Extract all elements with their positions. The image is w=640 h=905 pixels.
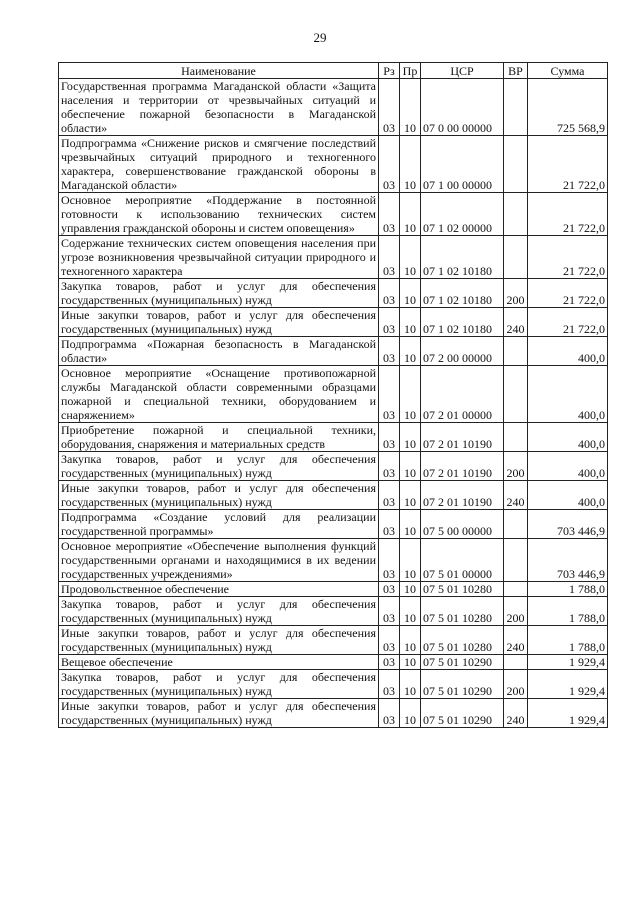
cell-rz: 03 [379, 582, 400, 597]
cell-sum: 1 788,0 [528, 626, 608, 655]
cell-vr [504, 539, 528, 582]
cell-csr: 07 5 01 10290 [421, 655, 504, 670]
cell-rz: 03 [379, 308, 400, 337]
cell-sum: 1 788,0 [528, 582, 608, 597]
cell-name: Подпрограмма «Пожарная безопасность в Магаданской области» [59, 337, 379, 366]
cell-name: Закупка товаров, работ и услуг для обеспечения государственных (муниципальных) нужд [59, 670, 379, 699]
table-row [59, 79, 608, 136]
table-body [59, 79, 608, 728]
column-header-name: Наименование [59, 63, 379, 79]
cell-pr: 10 [400, 136, 421, 193]
cell-pr: 10 [400, 597, 421, 626]
column-header-pr: Пр [400, 63, 421, 79]
cell-vr [504, 582, 528, 597]
table-row [59, 510, 608, 539]
cell-vr [504, 423, 528, 452]
column-header-csr: ЦСР [421, 63, 504, 79]
cell-sum: 21 722,0 [528, 136, 608, 193]
cell-sum: 1 929,4 [528, 670, 608, 699]
cell-rz: 03 [379, 539, 400, 582]
cell-vr: 240 [504, 481, 528, 510]
table-row [59, 626, 608, 655]
cell-csr: 07 1 02 10180 [421, 308, 504, 337]
cell-csr: 07 5 01 10290 [421, 670, 504, 699]
cell-rz: 03 [379, 626, 400, 655]
table-header-row [59, 63, 608, 79]
cell-pr: 10 [400, 279, 421, 308]
cell-vr [504, 655, 528, 670]
cell-vr [504, 366, 528, 423]
page-number: 29 [313, 30, 327, 45]
cell-rz: 03 [379, 193, 400, 236]
table-row [59, 452, 608, 481]
cell-rz: 03 [379, 279, 400, 308]
cell-pr: 10 [400, 452, 421, 481]
table-row [59, 670, 608, 699]
budget-table [58, 62, 608, 728]
cell-sum: 400,0 [528, 337, 608, 366]
cell-csr: 07 5 00 00000 [421, 510, 504, 539]
cell-pr: 10 [400, 582, 421, 597]
cell-name: Подпрограмма «Снижение рисков и смягчение последствий чрезвычайных ситуаций природного и техногенного характера, совершенствование гражданской обороны в Магаданской области» [59, 136, 379, 193]
cell-csr: 07 2 01 10190 [421, 481, 504, 510]
table-row [59, 308, 608, 337]
cell-pr: 10 [400, 236, 421, 279]
cell-vr: 240 [504, 626, 528, 655]
cell-sum: 21 722,0 [528, 236, 608, 279]
cell-pr: 10 [400, 481, 421, 510]
cell-rz: 03 [379, 655, 400, 670]
cell-rz: 03 [379, 337, 400, 366]
cell-sum: 21 722,0 [528, 308, 608, 337]
table-row [59, 136, 608, 193]
cell-sum: 1 929,4 [528, 699, 608, 728]
cell-sum: 1 788,0 [528, 597, 608, 626]
cell-pr: 10 [400, 655, 421, 670]
cell-vr: 200 [504, 452, 528, 481]
cell-vr [504, 236, 528, 279]
cell-name: Государственная программа Магаданской области «Защита населения и территории от чрезвычайных ситуаций и обеспечение пожарной безопасности в Магаданской области» [59, 79, 379, 136]
cell-rz: 03 [379, 597, 400, 626]
cell-name: Закупка товаров, работ и услуг для обеспечения государственных (муниципальных) нужд [59, 597, 379, 626]
column-header-rz: Рз [379, 63, 400, 79]
cell-name: Закупка товаров, работ и услуг для обеспечения государственных (муниципальных) нужд [59, 452, 379, 481]
table-row [59, 597, 608, 626]
cell-csr: 07 2 01 00000 [421, 366, 504, 423]
cell-name: Вещевое обеспечение [59, 655, 379, 670]
cell-name: Содержание технических систем оповещения населения при угрозе возникновения чрезвычайной ситуации природного и техногенного характера [59, 236, 379, 279]
table-row [59, 699, 608, 728]
cell-csr: 07 1 02 10180 [421, 236, 504, 279]
cell-rz: 03 [379, 366, 400, 423]
cell-vr: 200 [504, 597, 528, 626]
cell-sum: 1 929,4 [528, 655, 608, 670]
cell-vr: 200 [504, 670, 528, 699]
cell-csr: 07 0 00 00000 [421, 79, 504, 136]
cell-pr: 10 [400, 423, 421, 452]
table-row [59, 582, 608, 597]
column-header-vr: ВР [504, 63, 528, 79]
table-row [59, 655, 608, 670]
cell-csr: 07 2 01 10190 [421, 423, 504, 452]
cell-rz: 03 [379, 136, 400, 193]
cell-sum: 400,0 [528, 481, 608, 510]
cell-pr: 10 [400, 337, 421, 366]
cell-sum: 400,0 [528, 452, 608, 481]
cell-vr: 200 [504, 279, 528, 308]
column-header-sum: Сумма [528, 63, 608, 79]
cell-pr: 10 [400, 79, 421, 136]
cell-pr: 10 [400, 366, 421, 423]
table-row [59, 481, 608, 510]
cell-vr [504, 136, 528, 193]
cell-pr: 10 [400, 193, 421, 236]
cell-csr: 07 5 01 10280 [421, 582, 504, 597]
cell-rz: 03 [379, 481, 400, 510]
cell-csr: 07 5 01 00000 [421, 539, 504, 582]
cell-csr: 07 2 00 00000 [421, 337, 504, 366]
cell-vr [504, 510, 528, 539]
table-row [59, 236, 608, 279]
cell-name: Подпрограмма «Создание условий для реализации государственной программы» [59, 510, 379, 539]
cell-rz: 03 [379, 670, 400, 699]
cell-name: Основное мероприятие «Поддержание в постоянной готовности к использованию технических систем управления гражданской обороны и систем оповещения» [59, 193, 379, 236]
cell-vr: 240 [504, 308, 528, 337]
cell-name: Основное мероприятие «Обеспечение выполнения функций государственными органами и находящимися в их ведении государственных учреждениями» [59, 539, 379, 582]
cell-name: Иные закупки товаров, работ и услуг для обеспечения государственных (муниципальных) нужд [59, 308, 379, 337]
table-row [59, 539, 608, 582]
cell-csr: 07 5 01 10290 [421, 699, 504, 728]
cell-rz: 03 [379, 699, 400, 728]
cell-sum: 400,0 [528, 366, 608, 423]
table-row [59, 423, 608, 452]
cell-name: Иные закупки товаров, работ и услуг для обеспечения государственных (муниципальных) нужд [59, 626, 379, 655]
cell-rz: 03 [379, 423, 400, 452]
cell-sum: 703 446,9 [528, 539, 608, 582]
cell-rz: 03 [379, 236, 400, 279]
cell-sum: 725 568,9 [528, 79, 608, 136]
cell-csr: 07 1 02 10180 [421, 279, 504, 308]
cell-rz: 03 [379, 510, 400, 539]
cell-vr [504, 193, 528, 236]
cell-name: Продовольственное обеспечение [59, 582, 379, 597]
cell-rz: 03 [379, 79, 400, 136]
cell-name: Закупка товаров, работ и услуг для обеспечения государственных (муниципальных) нужд [59, 279, 379, 308]
cell-pr: 10 [400, 510, 421, 539]
cell-pr: 10 [400, 308, 421, 337]
cell-vr [504, 337, 528, 366]
cell-pr: 10 [400, 626, 421, 655]
cell-pr: 10 [400, 539, 421, 582]
cell-name: Иные закупки товаров, работ и услуг для обеспечения государственных (муниципальных) нужд [59, 481, 379, 510]
cell-sum: 21 722,0 [528, 193, 608, 236]
cell-csr: 07 1 00 00000 [421, 136, 504, 193]
cell-csr: 07 5 01 10280 [421, 626, 504, 655]
cell-csr: 07 2 01 10190 [421, 452, 504, 481]
cell-sum: 21 722,0 [528, 279, 608, 308]
cell-rz: 03 [379, 452, 400, 481]
table-row [59, 279, 608, 308]
cell-sum: 703 446,9 [528, 510, 608, 539]
table-row [59, 337, 608, 366]
cell-pr: 10 [400, 670, 421, 699]
cell-csr: 07 5 01 10280 [421, 597, 504, 626]
cell-vr [504, 79, 528, 136]
cell-name: Приобретение пожарной и специальной техники, оборудования, снаряжения и материальных средств [59, 423, 379, 452]
cell-name: Основное мероприятие «Оснащение противопожарной службы Магаданской области современными образцами пожарной и специальной техники, оборудованием и снаряжением» [59, 366, 379, 423]
cell-name: Иные закупки товаров, работ и услуг для обеспечения государственных (муниципальных) нужд [59, 699, 379, 728]
cell-sum: 400,0 [528, 423, 608, 452]
cell-pr: 10 [400, 699, 421, 728]
table-row [59, 193, 608, 236]
cell-vr: 240 [504, 699, 528, 728]
table-row [59, 366, 608, 423]
cell-csr: 07 1 02 00000 [421, 193, 504, 236]
